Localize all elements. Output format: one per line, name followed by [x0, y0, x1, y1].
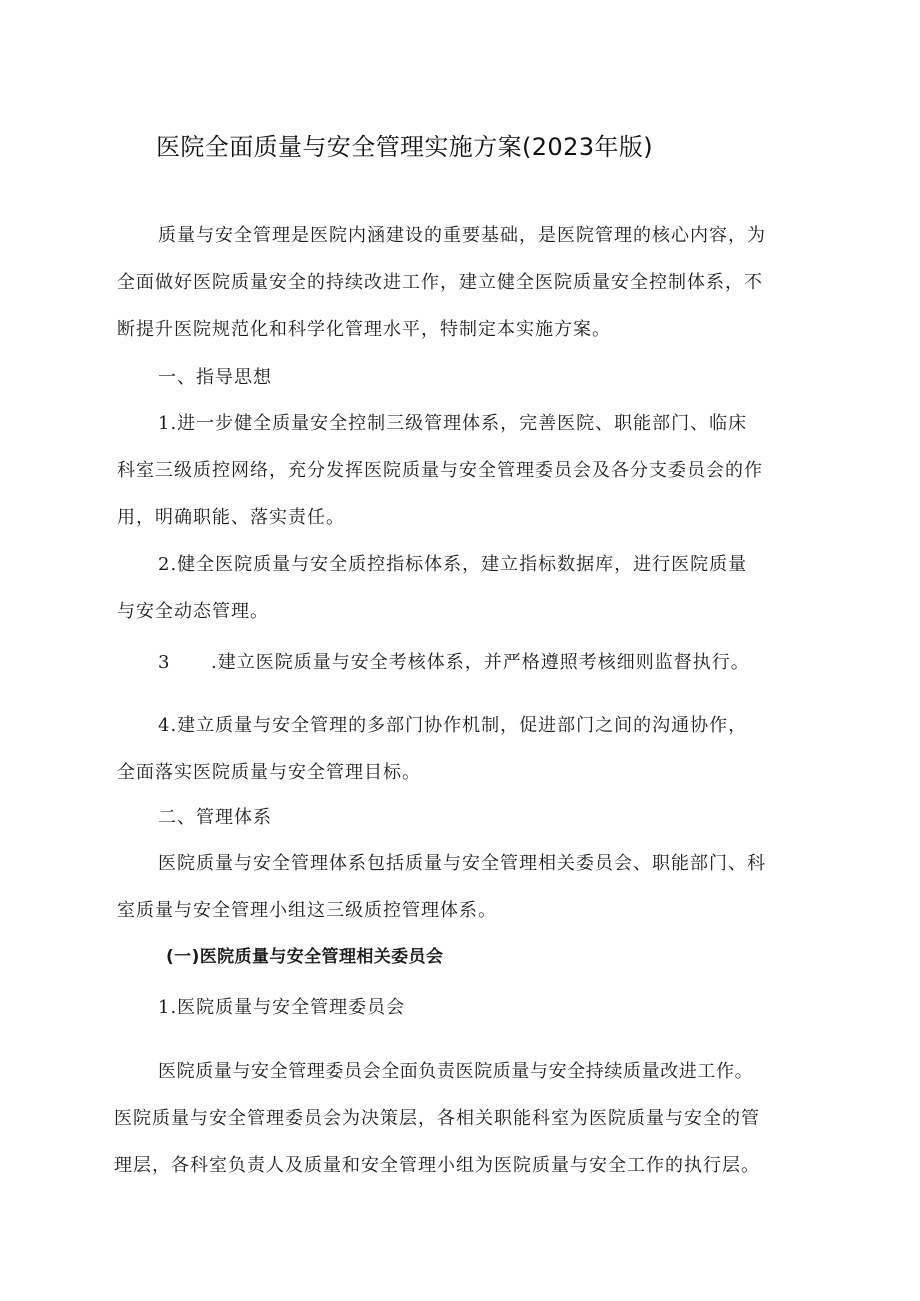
item-1-line-1: 1.进一步健全质量安全控制三级管理体系，完善医院、职能部门、临床: [158, 413, 748, 434]
document-title: 医院全面质量与安全管理实施方案(2023年版): [156, 133, 654, 161]
item-3-text: .建立医院质量与安全考核体系，并严格遵照考核细则监督执行。: [211, 652, 750, 673]
section-2-heading: 二、管理体系: [158, 807, 272, 828]
subheading-committees: (一)医院质量与安全管理相关委员会: [166, 947, 444, 967]
section-2-para-line-1: 医院质量与安全管理体系包括质量与安全管理相关委员会、职能部门、科: [158, 853, 766, 874]
subitem-1-heading: 1.医院质量与安全管理委员会: [158, 997, 406, 1018]
item-4-line-1: 4.建立质量与安全管理的多部门协作机制，促进部门之间的沟通协作，: [158, 715, 748, 736]
item-2-line-1: 2.健全医院质量与安全质控指标体系，建立指标数据库，进行医院质量: [158, 554, 748, 575]
item-1-line-2: 科室三级质控网络，充分发挥医院质量与安全管理委员会及各分支委员会的作: [117, 460, 763, 481]
committee-para-line-3: 理层，各科室负责人及质量和安全管理小组为医院质量与安全工作的执行层。: [114, 1155, 760, 1176]
section-1-heading: 一、指导思想: [158, 367, 272, 388]
intro-line-3: 断提升医院规范化和科学化管理水平，特制定本实施方案。: [117, 319, 611, 340]
item-1-line-3: 用，明确职能、落实责任。: [117, 507, 345, 528]
committee-para-line-1: 医院质量与安全管理委员会全面负责医院质量与安全持续质量改进工作。: [158, 1061, 754, 1082]
item-3-number: 3: [158, 652, 171, 673]
item-4-line-2: 全面落实医院质量与安全管理目标。: [117, 762, 421, 783]
section-2-para-line-2: 室质量与安全管理小组这三级质控管理体系。: [117, 900, 497, 921]
committee-para-line-2: 医院质量与安全管理委员会为决策层，各相关职能科室为医院质量与安全的管: [114, 1108, 760, 1129]
intro-line-1: 质量与安全管理是医院内涵建设的重要基础，是医院管理的核心内容，为: [158, 225, 766, 246]
item-2-line-2: 与安全动态管理。: [117, 601, 269, 622]
intro-line-2: 全面做好医院质量安全的持续改进工作，建立健全医院质量安全控制体系，不: [117, 272, 763, 293]
